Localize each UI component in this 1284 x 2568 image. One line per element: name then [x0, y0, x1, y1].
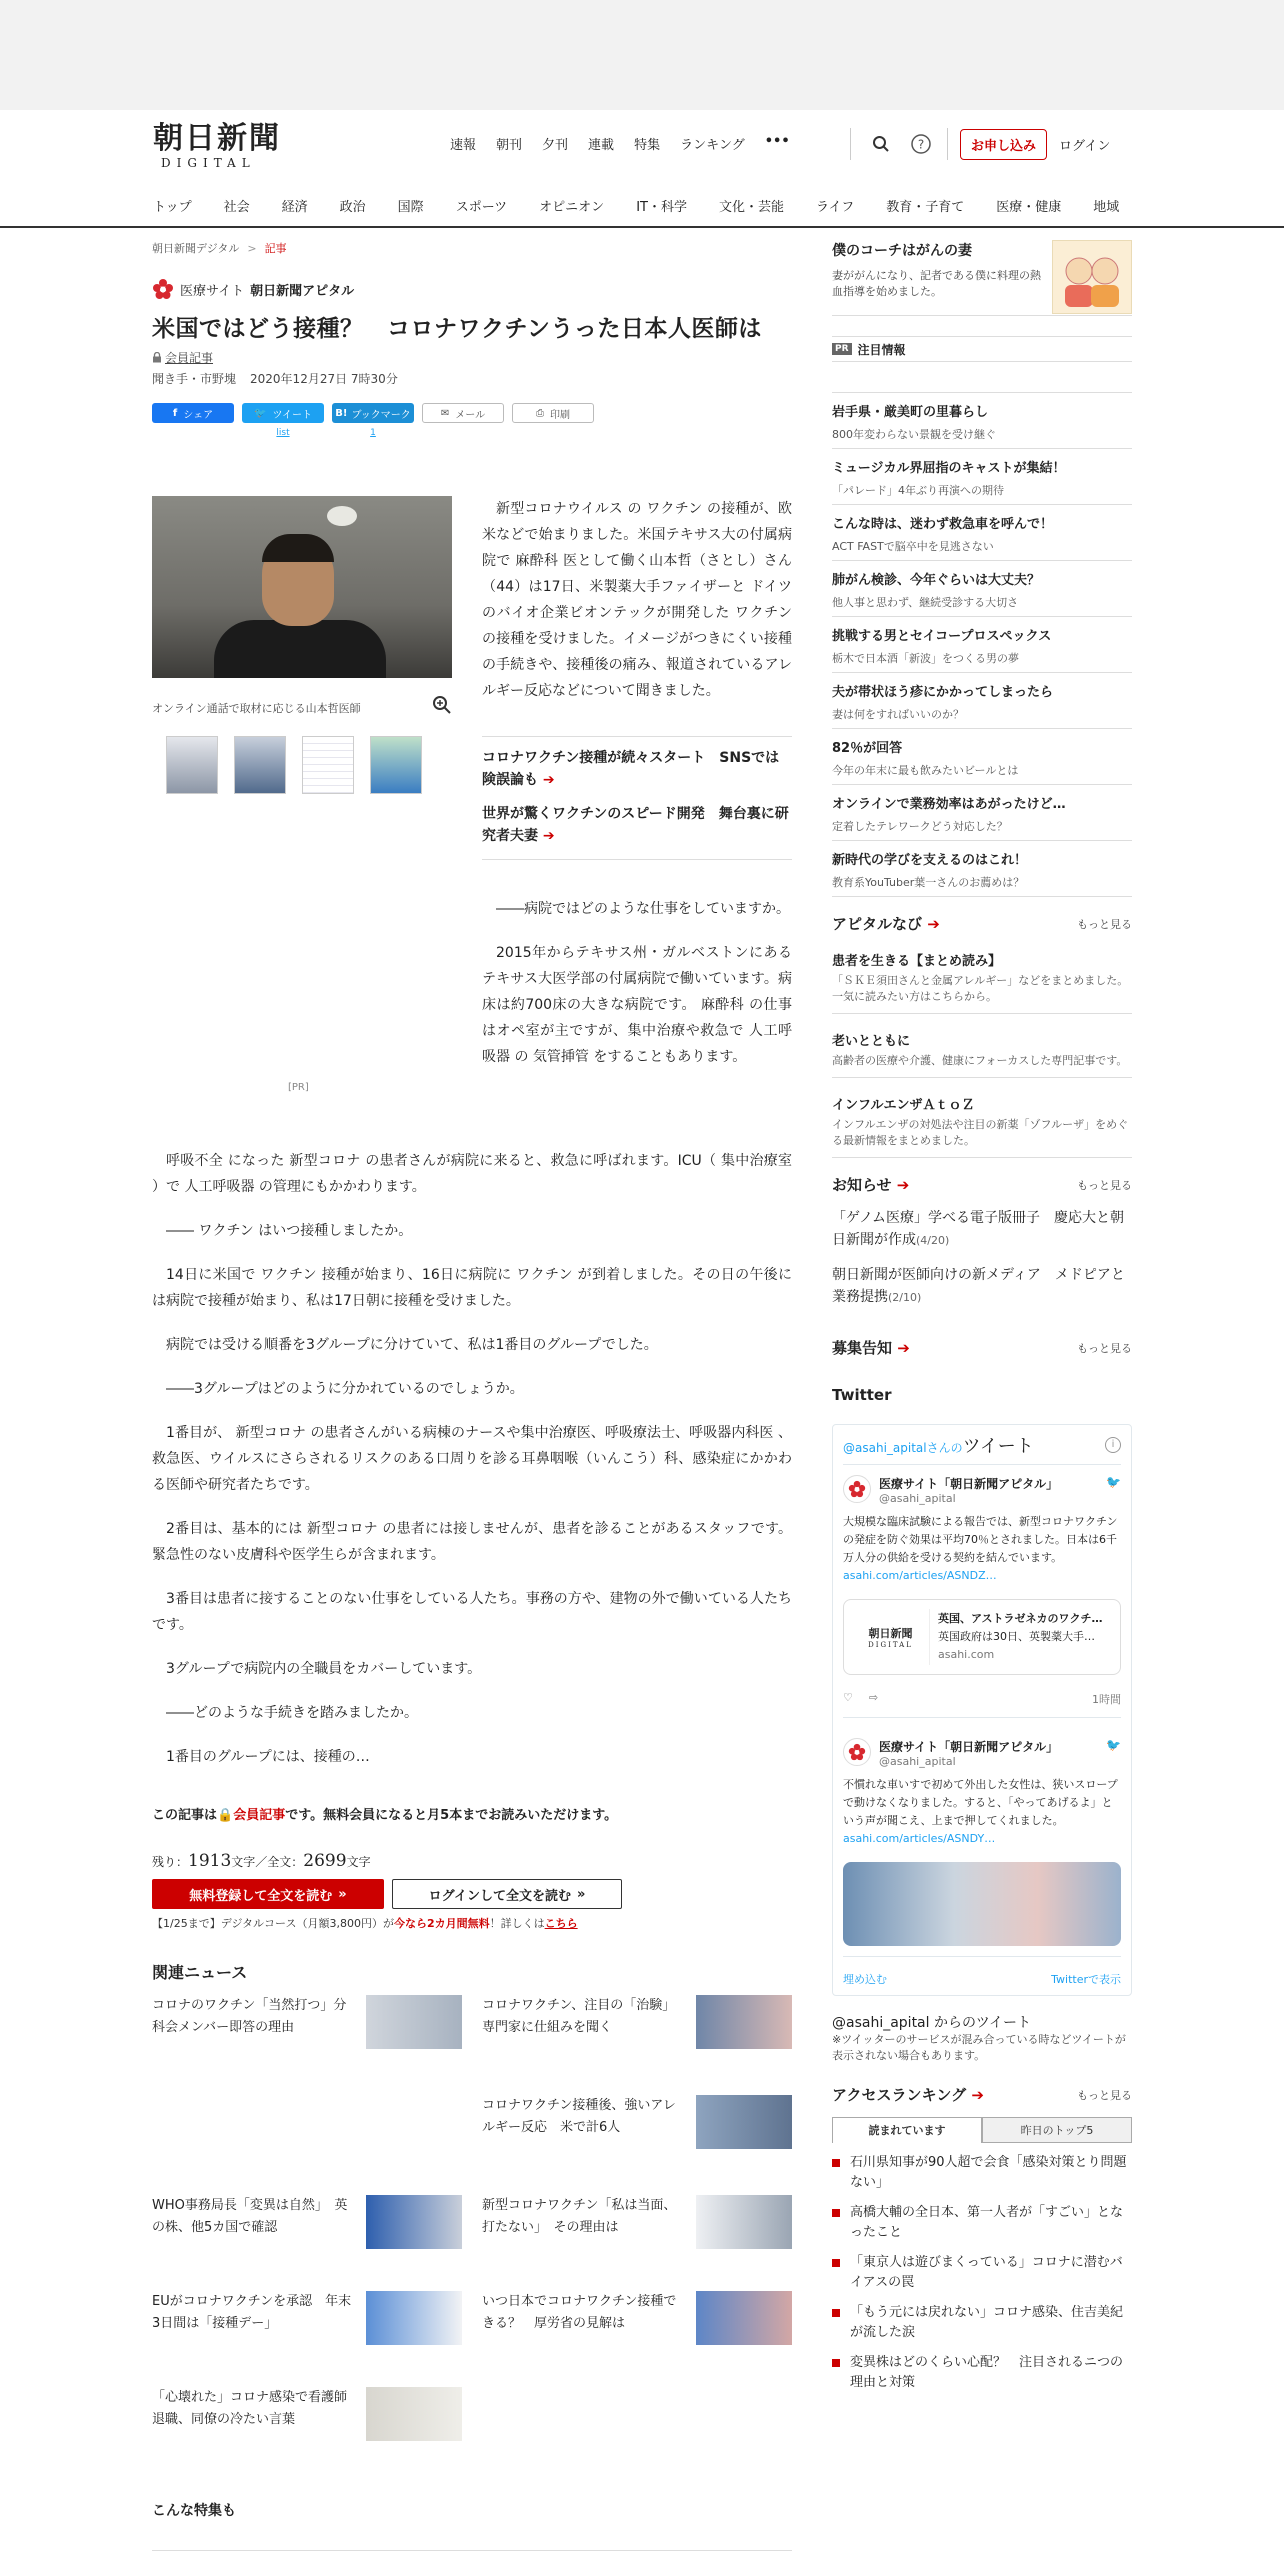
- related-news-text: EUがコロナワクチンを承認 年末3日間は「接種デー」: [152, 2294, 352, 2331]
- sidebar-ad-desc: 妻ががんになり、記者である僕に料理の熱血指導を始めました。: [832, 269, 1041, 298]
- cat-top[interactable]: トップ: [153, 200, 192, 215]
- bookmark-label: ブックマーク: [351, 409, 411, 421]
- related-news-item[interactable]: [482, 1995, 792, 2039]
- question-paragraph: ――病院ではどのような仕事をしていますか。: [496, 901, 790, 917]
- cat-life[interactable]: ライフ: [815, 200, 855, 215]
- tweet-image[interactable]: [843, 1862, 1121, 1946]
- related-news-text: 新型コロナワクチン「私は当面、打たない」 その理由は: [482, 2198, 677, 2235]
- hot-info-sub: 妻は何をすればいいのか？: [832, 708, 964, 721]
- notice-item[interactable]: [832, 1207, 1132, 1252]
- hot-info-headline: 岩手県・厳美町の里暮らし: [832, 405, 989, 420]
- recruit-title[interactable]: [832, 1337, 910, 1358]
- timeline-header: [843, 1425, 1121, 1465]
- apital-navi-sub: インフルエンザの対処法や注目の新薬「ゾフルーザ」をめぐる最新情報をまとめました。: [832, 1118, 1129, 1147]
- more-link[interactable]: もっと見る: [1077, 1341, 1132, 1355]
- card-logo: [852, 1609, 930, 1665]
- hot-info-headline: こんな時は、迷わず救急車を呼んで！: [832, 517, 1054, 532]
- header-actions: [850, 128, 1110, 160]
- ranking-text: 「東京人は遊びまくっている」コロナに潜むバイアスの罠: [850, 2255, 1123, 2290]
- ranking-item[interactable]: [832, 2353, 1132, 2393]
- remain-unit: 文字／全文：: [231, 1855, 304, 1869]
- tweet-author-handle: @asahi_apital: [879, 1755, 956, 1768]
- card-logo-text: 朝日新聞: [868, 1627, 913, 1640]
- nav-sokuho[interactable]: 速報: [450, 138, 477, 153]
- total-number: 2699: [303, 1851, 347, 1871]
- ranking-text: 「もう元には戻れない」コロナ感染、住吉美紀が流した涙: [850, 2305, 1124, 2340]
- more-link[interactable]: もっと見る: [1077, 917, 1132, 931]
- mail-icon: ✉: [440, 407, 450, 419]
- body-paragraph: ――どのような手続きを踏みましたか。: [166, 1705, 418, 1721]
- apital-brand[interactable]: [152, 278, 792, 300]
- tweet-button[interactable]: [242, 403, 324, 438]
- sidebar: [832, 240, 1132, 2393]
- hatena-icon: B!: [335, 407, 348, 419]
- ranking-item[interactable]: [832, 2253, 1132, 2293]
- tweet-link[interactable]: asahi.com/articles/ASNDY…: [843, 1832, 996, 1845]
- hot-info-sub: 今年の年末に最も飲みたいビールとは: [832, 764, 1019, 777]
- related-news-item[interactable]: [482, 2095, 792, 2139]
- related-news-thumbnail: [366, 1995, 462, 2049]
- tweet-body: 不慣れな車いすで初めて外出した女性は、狭いスロープで動けなくなりました。すると、「やってあげるよ」という声が聞こえ、上まで押してくれました。: [843, 1778, 1118, 1827]
- ranking-marker: [832, 2259, 840, 2267]
- notice-date: (4/20): [916, 1234, 950, 1247]
- card-domain: asahi.com: [938, 1648, 995, 1661]
- nav-ranking[interactable]: ランキング: [680, 138, 745, 153]
- cat-international[interactable]: 国際: [397, 200, 424, 215]
- note-post: ！詳しくは: [489, 1917, 545, 1930]
- sidebar-ad-illustration: [1052, 240, 1132, 314]
- inline-related-text: コロナワクチン接種が続々スタート SNSでは険誤論も: [482, 750, 780, 788]
- hot-info-sub: 栃木で日本酒「新波」をつくる男の夢: [832, 652, 1019, 665]
- author: 聞き手・市野塊: [152, 372, 237, 386]
- hot-info-headline: オンラインで業務効率はあがったけど…: [832, 797, 1066, 812]
- top-ad-area: [0, 0, 1284, 110]
- more-link[interactable]: もっと見る: [1077, 1178, 1132, 1192]
- member-label: 会員記事: [165, 351, 214, 365]
- tweet-label: ツイート: [272, 409, 312, 421]
- answer-paragraph: 2015年からテキサス州・ガルベストンにあるテキサス大医学部の付属病院で働いています。病床は約700床の大きな病院です。 麻酔科 の仕事はオペ室が主ですが、集中治療や救急で 人工呼吸器 の 気管挿管 をすることもあります。: [482, 945, 792, 1065]
- tweet-meta: [843, 1691, 1121, 1718]
- arrow-right-icon: ➔: [966, 2086, 984, 2104]
- related-news-thumbnail: [696, 1995, 792, 2049]
- double-chevron-icon: »: [576, 1886, 586, 1902]
- apital-navi-headline: 老いとともに: [832, 1034, 911, 1049]
- twitter-bird-icon[interactable]: 🐦: [1106, 1475, 1121, 1489]
- apital-navi-sub: 「ＳＫＥ須田さんと金属アレルギー」などをまとめました。一気に読みたい方はこちらから。: [832, 974, 1129, 1003]
- body-paragraph: 3グループで病院内の全職員をカバーしています。: [166, 1661, 482, 1677]
- nav-choukan[interactable]: 朝刊: [496, 138, 523, 153]
- ranking-title[interactable]: [832, 2084, 984, 2105]
- hot-info-item[interactable]: [832, 560, 1132, 616]
- divider: [850, 128, 851, 160]
- tweet-actions: [843, 1691, 878, 1707]
- ranking-item[interactable]: [832, 2153, 1132, 2193]
- arrow-right-icon: ➔: [538, 828, 555, 844]
- tweet-author-name: 医療サイト「朝日新聞アピタル」: [879, 1477, 1059, 1491]
- more-link[interactable]: もっと見る: [1077, 2088, 1132, 2102]
- paywall-member-label: 会員記事: [233, 1808, 286, 1823]
- avatar: [843, 1738, 871, 1766]
- avatar: [843, 1475, 871, 1503]
- facebook-share-label: シェア: [183, 409, 214, 421]
- hot-info-sub: 800年変わらない景観を受け継ぐ: [832, 428, 996, 441]
- body-paragraph: 3番目は患者に接することのない仕事をしている人たち。事務の方や、建物の外で働いている人たちです。: [152, 1591, 792, 1633]
- ranking-text: 石川県知事が90人超で会食「感染対策とり問題ない」: [850, 2155, 1127, 2190]
- print-icon: ⎙: [536, 407, 544, 419]
- apital-flower-icon: [152, 278, 174, 300]
- notice-date: (2/10): [888, 1291, 922, 1304]
- notice-label: お知らせ: [832, 1176, 892, 1194]
- tweet-author[interactable]: [843, 1475, 1121, 1505]
- publish-date: 2020年12月27日 7時30分: [250, 372, 398, 386]
- tab-yesterday-top5[interactable]: 昨日のトップ5: [982, 2117, 1132, 2142]
- hot-info-sub: 定着したテレワークどう対応した？: [832, 820, 1008, 833]
- bookmark-count[interactable]: 1: [370, 428, 376, 438]
- tweet[interactable]: [843, 1728, 1121, 1956]
- heart-icon[interactable]: ♡: [843, 1691, 853, 1704]
- hot-info-item[interactable]: [832, 672, 1132, 728]
- more-icon[interactable]: •••: [764, 134, 790, 149]
- cat-society[interactable]: 社会: [223, 200, 250, 215]
- photo-light: [327, 506, 357, 526]
- tweet[interactable]: [843, 1465, 1121, 1728]
- share-icon[interactable]: ⇨: [868, 1691, 879, 1704]
- print-label: 印刷: [550, 409, 570, 421]
- note-pre: 【1/25まで】デジタルコース（月額3,800円）が: [152, 1917, 394, 1930]
- article-photo[interactable]: [152, 496, 452, 678]
- notice-item[interactable]: [832, 1264, 1132, 1309]
- ranking-label: アクセスランキング: [832, 2086, 967, 2104]
- related-news-item[interactable]: [152, 2291, 462, 2335]
- tweets-from-link[interactable]: @asahi_apital からのツイート: [832, 2015, 1031, 2031]
- mail-button[interactable]: [422, 403, 504, 423]
- member-badge: [152, 349, 792, 366]
- arrow-right-icon: ➔: [892, 1339, 910, 1357]
- article-main: [152, 240, 792, 2519]
- related-news-text: コロナワクチン、注目の「治験」 専門家に仕組みを聞く: [482, 1998, 682, 2035]
- svg-text:?: ?: [917, 137, 925, 152]
- category-nav: [153, 196, 1119, 215]
- apital-navi-title[interactable]: [832, 913, 940, 934]
- thumbnail-4[interactable]: [370, 736, 422, 794]
- body-paragraph: 14日に米国で ワクチン 接種が始まり、16日に病院に ワクチン が到着しました。その日の午後には病院で接種が始まり、私は17日朝に接種を受けました。: [152, 1267, 792, 1309]
- related-news-thumbnail: [366, 2195, 462, 2249]
- thumbnail-3[interactable]: [302, 736, 354, 794]
- card-desc: 英国政府は30日、英製薬大手…: [938, 1630, 1095, 1643]
- byline: [152, 370, 792, 387]
- thumbnail-2[interactable]: [234, 736, 286, 794]
- view-on-twitter-link[interactable]: Twitterで表示: [1051, 1973, 1121, 1986]
- hot-info-headline: 夫が帯状ほう疹にかかってしまったら: [832, 685, 1054, 700]
- body-paragraph: 1番目のグループには、接種の…: [166, 1749, 370, 1765]
- lock-icon: 🔒: [217, 1808, 234, 1823]
- tweet-body: 大規模な臨床試験による報告では、新型コロナワクチンの発症を防ぐ効果は平均70％とされました。日本は6千万人分の供給を受ける契約を結んでいます。: [843, 1515, 1118, 1564]
- nav-tokushu[interactable]: 特集: [634, 138, 661, 153]
- ranking-item[interactable]: [832, 2203, 1132, 2243]
- card-logo-subtext: DIGITAL: [868, 1641, 913, 1649]
- body-paragraph: 病院では受ける順番を3グループに分けていて、私は1番目のグループでした。: [166, 1337, 658, 1353]
- tweet-count[interactable]: list: [276, 428, 290, 438]
- campaign-link[interactable]: こちら: [544, 1917, 578, 1930]
- notice-text: 朝日新聞が医師向けの新メディア メドピアと業務提携: [832, 1267, 1125, 1305]
- embed-link[interactable]: 埋め込む: [843, 1973, 887, 1986]
- hot-info-title: 注目情報: [857, 342, 906, 357]
- hot-info-sub: 「パレード」4年ぶり再演への期待: [832, 484, 1004, 497]
- login-read-label: ログインして全文を読む: [428, 1888, 571, 1904]
- nav-yuukan[interactable]: 夕刊: [542, 138, 569, 153]
- ranking-marker: [832, 2309, 840, 2317]
- hot-info-headline: ミュージカル界屈指のキャストが集結！: [832, 461, 1066, 476]
- related-news-item[interactable]: [152, 2195, 462, 2239]
- apital-navi-item[interactable]: [832, 1094, 1132, 1158]
- notice-text: 「ゲノム医療」学べる電子版冊子 慶応大と朝日新聞が作成: [832, 1210, 1125, 1248]
- related-news-grid: [152, 1995, 792, 2445]
- hot-info-headline: 挑戦する男とセイコープロスペックス: [832, 629, 1052, 644]
- facebook-icon: f: [172, 407, 178, 419]
- photo-thumbnails: [166, 736, 422, 794]
- photo-person-hair: [262, 534, 334, 562]
- inline-related-link[interactable]: [482, 803, 792, 847]
- body-paragraph: 2番目は、基本的には 新型コロナ の患者には接しませんが、患者を診ることがあるスタッフです。緊急性のない皮膚科や医学生らが含まれます。: [152, 1521, 792, 1563]
- tweet-link-card[interactable]: [843, 1599, 1121, 1675]
- paywall-msg-post: です。無料会員になると月5本までお読みいただけます。: [285, 1808, 618, 1823]
- hot-info-headline: 新時代の学びを支えるのはこれ！: [832, 853, 1028, 868]
- remaining-chars: [152, 1851, 792, 1871]
- related-news-item[interactable]: [482, 2195, 792, 2239]
- cat-sports[interactable]: スポーツ: [455, 200, 508, 215]
- apital-navi-label: アピタルなび: [832, 915, 923, 933]
- brand-label: 医療サイト: [180, 283, 245, 299]
- tweet-text: [843, 1513, 1121, 1585]
- logo-text: 朝日新聞: [153, 121, 281, 156]
- info-icon[interactable]: i: [1105, 1437, 1121, 1453]
- pr-tag: PR: [832, 343, 852, 355]
- related-news: [152, 1960, 792, 2445]
- cat-politics[interactable]: 政治: [339, 200, 366, 215]
- paywall-msg-pre: この記事は: [152, 1808, 218, 1823]
- inline-related-text: 世界が驚くワクチンのスピード開発 舞台裏に研究者夫妻: [482, 806, 789, 844]
- related-news-thumbnail: [366, 2387, 462, 2441]
- thumbnail-1[interactable]: [166, 736, 218, 794]
- help-icon[interactable]: [907, 130, 935, 158]
- related-news-text: コロナワクチン接種後、強いアレルギー反応 米で計6人: [482, 2098, 676, 2135]
- register-read-button[interactable]: [152, 1879, 384, 1909]
- apital-navi-item[interactable]: [832, 1030, 1132, 1078]
- nav-rensai[interactable]: 連載: [588, 138, 615, 153]
- related-news-title: 関連ニュース: [152, 1963, 248, 1982]
- double-chevron-icon: »: [338, 1886, 347, 1902]
- twitter-timeline: [832, 1424, 1132, 1996]
- site-header: [0, 110, 1284, 228]
- ranking-marker: [832, 2209, 840, 2217]
- hot-info-list: [832, 392, 1132, 897]
- remain-number: 1913: [188, 1851, 232, 1871]
- ranking-marker: [832, 2359, 840, 2367]
- ranking-header: [832, 2084, 1132, 2105]
- related-news-text: 「心壊れた」コロナ感染で看護師退職、同僚の冷たい言葉: [152, 2390, 348, 2427]
- hot-info-item[interactable]: [832, 448, 1132, 504]
- sidebar-ad-title: 僕のコーチはがんの妻: [832, 243, 972, 259]
- timeline-account-handle: @asahi_apitalさんの: [843, 1440, 963, 1455]
- facebook-share-button[interactable]: [152, 403, 234, 423]
- brand-name: 朝日新聞アピタル: [250, 283, 355, 299]
- lock-icon: [152, 352, 162, 363]
- apital-navi-item[interactable]: [832, 950, 1132, 1014]
- total-unit: 文字: [346, 1855, 371, 1869]
- article-body: [152, 1148, 792, 1788]
- related-news-thumbnail: [366, 2291, 462, 2345]
- ranking-text: 高橋大輔の全日本、第一人者が「すごい」となったこと: [850, 2205, 1124, 2240]
- body-paragraph: 1番目が、 新型コロナ の患者さんがいる病棟のナースや集中治療医、呼吸療法士、呼吸器内科医 、救急医、ウイルスにさらされるリスクのある口周りを診る耳鼻咽喉（いんこう）科、感染症にかかわる医師や研究者たちです。: [152, 1425, 792, 1493]
- related-news-text: コロナのワクチン「当然打つ」分科会メンバー即答の理由: [152, 1998, 347, 2035]
- ranking-text: 変異株はどのくらい心配？ 注目されるニつの理由と対策: [850, 2355, 1124, 2390]
- hot-info-item[interactable]: [832, 728, 1132, 784]
- timeline-footer: [843, 1956, 1121, 1995]
- hot-info-sub: 他人事と思わず、継続受診する大切さ: [832, 596, 1019, 609]
- cat-opinion[interactable]: オピニオン: [539, 200, 605, 215]
- twitter-icon: 🐦: [254, 407, 267, 419]
- share-buttons: [152, 403, 792, 438]
- lead-column: [482, 496, 792, 1070]
- breadcrumb-home[interactable]: 朝日新聞デジタル: [152, 242, 240, 255]
- tweet-author-handle: @asahi_apital: [879, 1492, 956, 1505]
- related-news-text: WHO事務局長「変異は自然」 英の株、他5カ国で確認: [152, 2198, 348, 2235]
- features-title: こんな特集も: [152, 2500, 792, 2551]
- apital-navi-sub: 高齢者の医療や介護、健康にフォーカスした専門記事です。: [832, 1054, 1128, 1067]
- body-paragraph: ―― ワクチン はいつ接種しましたか。: [166, 1223, 413, 1239]
- breadcrumb-current[interactable]: 記事: [264, 242, 287, 255]
- timeline-account-suffix: ツイート: [962, 1435, 1034, 1457]
- login-read-button[interactable]: [392, 1879, 622, 1909]
- recruit-label: 募集告知: [832, 1339, 893, 1357]
- note-highlight: 今なら2カ月間無料: [393, 1917, 490, 1930]
- arrow-right-icon: ➔: [891, 1176, 910, 1194]
- ranking-item[interactable]: [832, 2303, 1132, 2343]
- hot-info-headline: 肺がん検診、今年ぐらいは大丈夫？: [832, 573, 1041, 588]
- article-title: 米国ではどう接種？ コロナワクチンうった日本人医師は: [152, 316, 762, 342]
- site-logo[interactable]: [153, 122, 293, 174]
- lead-paragraph: 新型コロナウイルス の ワクチン の接種が、欧米などで始まりました。米国テキサス大の付属病院で 麻酔科 医として働く山本哲（さとし）さん（44）は17日、米製薬大手ファイザーと ドイツ のバイオ企業ビオンテックが開発した ワクチン の接種を受けました。イメージがつきにくい接種の手続きや、接種後の痛み、報道されているアレルギー反応などについて聞きました。: [482, 501, 792, 699]
- breadcrumb: [152, 240, 792, 256]
- cat-health[interactable]: 医療・健康: [996, 200, 1062, 215]
- breadcrumb-separator: >: [247, 242, 257, 255]
- sidebar-ad[interactable]: [832, 240, 1132, 316]
- ranking-tabs: [832, 2117, 1132, 2143]
- hot-info-sub: ACT FASTで脳卒中を見逃さない: [832, 540, 994, 553]
- tweet-author[interactable]: [843, 1738, 1121, 1768]
- notice-header: [832, 1174, 1132, 1195]
- search-icon[interactable]: [867, 130, 895, 158]
- photo-person-body: [214, 620, 386, 678]
- hot-info-item[interactable]: [832, 504, 1132, 560]
- divider: [947, 128, 948, 160]
- card-title: 英国、アストラゼネカのワクチ…: [938, 1612, 1103, 1625]
- cat-economy[interactable]: 経済: [281, 200, 308, 215]
- tweet-link[interactable]: asahi.com/articles/ASNDZ…: [843, 1569, 997, 1582]
- tab-most-read[interactable]: 読まれています: [832, 2117, 982, 2143]
- recruit-header: [832, 1337, 1132, 1358]
- timeline-account[interactable]: [843, 1432, 1034, 1458]
- related-news-thumbnail: [696, 2095, 792, 2149]
- cat-education[interactable]: 教育・子育て: [886, 200, 965, 215]
- arrow-right-icon: ➔: [922, 915, 940, 933]
- paywall-buttons: [152, 1879, 792, 1909]
- top-nav: [450, 134, 790, 153]
- related-news-text: いつ日本でコロナワクチン接種できる？ 厚労省の見解は: [482, 2294, 677, 2331]
- login-link[interactable]: ログイン: [1059, 138, 1111, 154]
- hot-info-item[interactable]: [832, 616, 1132, 672]
- ranking-marker: [832, 2159, 840, 2167]
- notice-title[interactable]: [832, 1174, 909, 1195]
- arrow-right-icon: ➔: [538, 772, 555, 788]
- hot-info-item[interactable]: [832, 784, 1132, 840]
- twitter-bird-icon[interactable]: 🐦: [1106, 1738, 1121, 1752]
- register-read-label: 無料登録して全文を読む: [189, 1888, 333, 1904]
- pr-label: [PR]: [288, 1082, 309, 1093]
- paywall-message: [152, 1804, 792, 1823]
- hot-info-headline: 82％が回答: [832, 741, 903, 756]
- related-news-thumbnail: [696, 2195, 792, 2249]
- related-news-item[interactable]: [152, 2387, 462, 2431]
- tweet-time[interactable]: 1時間: [1092, 1693, 1121, 1706]
- apital-navi-header: [832, 913, 1132, 934]
- remain-label: 残り：: [152, 1855, 189, 1869]
- hot-info-sub: 教育系YouTuber葉一さんのお薦めは？: [832, 876, 1025, 889]
- zoom-icon[interactable]: [432, 695, 452, 715]
- campaign-note: [152, 1915, 792, 1931]
- photo-caption: オンライン通話で取材に応じる山本哲医師: [152, 702, 361, 715]
- body-paragraph: ――3グループはどのように分かれているのでしょうか。: [166, 1381, 524, 1397]
- logo-subtext: DIGITAL: [161, 156, 256, 170]
- twitter-note: ※ツイッターのサービスが混み合っている時などツイートが表示されない場合もあります。: [832, 2033, 1126, 2062]
- related-news-item[interactable]: [152, 1995, 462, 2039]
- cat-culture[interactable]: 文化・芸能: [718, 200, 784, 215]
- tweet-text: [843, 1776, 1121, 1848]
- inline-related-link[interactable]: [482, 747, 792, 791]
- cat-region[interactable]: 地域: [1093, 200, 1120, 215]
- related-news-thumbnail: [696, 2291, 792, 2345]
- twitter-section-title: Twitter: [832, 1386, 892, 1404]
- body-paragraph: 呼吸不全 になった 新型コロナ の患者さんが病院に来ると、救急に呼ばれます。ICU（ 集中治療室 ）で 人工呼吸器 の管理にもかかわります。: [152, 1153, 792, 1195]
- apital-navi-headline: インフルエンザＡｔｏＺ: [832, 1098, 975, 1113]
- tweet-author-name: 医療サイト「朝日新聞アピタル」: [879, 1740, 1059, 1754]
- mail-label: メール: [455, 409, 486, 421]
- cat-it-science[interactable]: IT・科学: [636, 200, 687, 215]
- hot-info-item[interactable]: [832, 840, 1132, 897]
- card-text: [930, 1610, 1103, 1664]
- related-news-item[interactable]: [482, 2291, 792, 2335]
- apply-button[interactable]: お申し込み: [960, 129, 1047, 160]
- inline-related-links: [482, 736, 792, 847]
- hot-info-item[interactable]: [832, 392, 1132, 448]
- bookmark-button[interactable]: [332, 403, 414, 438]
- hot-info-header: [832, 336, 1132, 362]
- print-button[interactable]: [512, 403, 594, 423]
- apital-navi-headline: 患者を生きる【まとめ読み】: [832, 954, 1002, 969]
- paywall: [152, 1804, 792, 1931]
